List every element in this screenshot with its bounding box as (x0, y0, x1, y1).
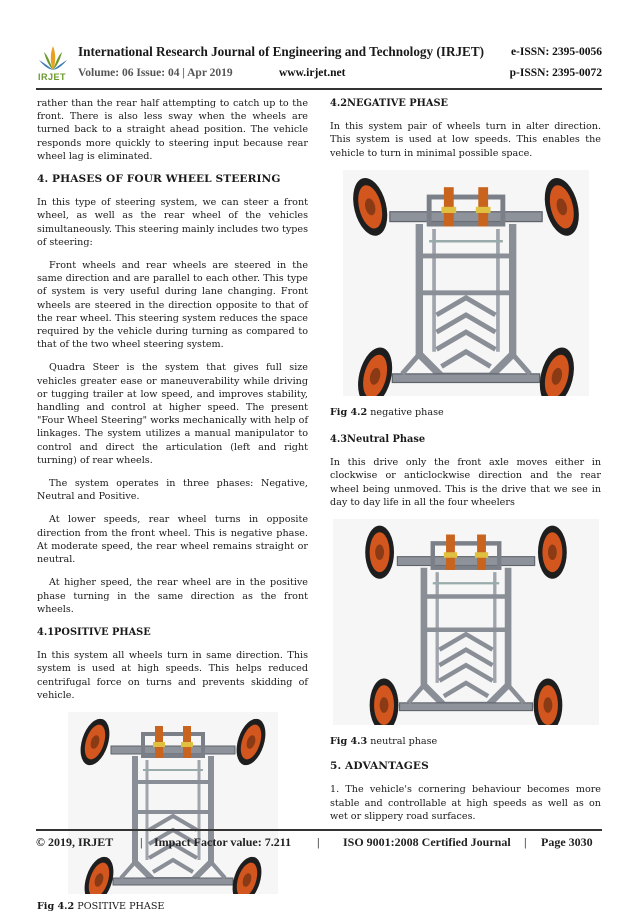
e-issn: e-ISSN: 2395-0056 (510, 46, 602, 58)
footer-divider (36, 829, 602, 831)
paragraph: At higher speed, the rear wheel are in the positive phase turning in the same direction as the front wheels. (37, 577, 308, 615)
paragraph: In this type of steering system, we can steer a front wheel, as well as the rear wheel of the vehicles simultaneously. This steering mainly includes two types of steering: (37, 197, 308, 248)
figure-caption-text: POSITIVE PHASE (74, 900, 165, 912)
figure-caption-text: neutral phase (367, 736, 438, 748)
p-issn: p-ISSN: 2395-0072 (509, 67, 602, 79)
logo-text: IRJET (38, 72, 67, 82)
paragraph: At lower speeds, rear wheel turns in opposite direction from the front wheel. This is negative phase. At moderate speed, the rear wheel remains straight or neutral. (37, 514, 308, 566)
paragraph: In this system all wheels turn in same direction. This system is used at high speeds. This helps reduced centrifugal force on turns and prevents skidding of vehicle. (37, 650, 308, 701)
subsection-heading-negative: 4.2NEGATIVE PHASE (330, 98, 449, 109)
journal-title: International Research Journal of Engineering and Technology (IRJET) (78, 44, 485, 59)
figure-positive-phase (68, 712, 278, 894)
right-column (330, 97, 601, 833)
paragraph: The system operates in three phases: Negative, Neutral and Positive. (37, 478, 308, 503)
footer-separator: | (317, 835, 320, 849)
iso-certification: ISO 9001:2008 Certified Journal (343, 835, 511, 849)
journal-url[interactable]: www.irjet.net (279, 67, 346, 79)
page-number: Page 3030 (541, 835, 593, 849)
volume-issue: Volume: 06 Issue: 04 | Apr 2019 (78, 67, 233, 79)
copyright: © 2019, IRJET (36, 835, 114, 849)
figure-label: Fig 4.2 (330, 406, 368, 418)
figure-label: Fig 4.3 (330, 736, 368, 748)
section-heading-phases: 4. PHASES OF FOUR WHEEL STEERING (37, 173, 281, 186)
header-divider (36, 88, 602, 90)
page-header (36, 40, 602, 90)
paragraph: 1. The vehicle's cornering behaviour becomes more stable and controllable at high speeds as well as on wet or slippery road surfaces. (330, 784, 601, 822)
footer-separator: | (524, 835, 527, 849)
section-heading-advantages: 5. ADVANTAGES (330, 760, 429, 773)
left-column (37, 97, 308, 923)
paragraph: In this drive only the front axle moves either in clockwise or anticlockwise direction and the rear wheel being unmoved. This is the drive that we see in day to day life in all the four wheelers (330, 457, 601, 508)
paragraph: rather than the rear half attempting to catch up to the front. There is also less sway when the wheels are turned back to a straight ahead position. The vehicle responds more quickly to steering input because rear wheel lag is eliminated. (37, 98, 308, 162)
figure-caption-text: negative phase (367, 406, 444, 418)
figure-caption (330, 735, 601, 748)
impact-factor: Impact Factor value: 7.211 (154, 835, 292, 849)
figure-neutral-phase (333, 519, 599, 725)
figure-label: Fig 4.2 (37, 900, 75, 912)
subsection-heading-positive: 4.1POSITIVE PHASE (37, 626, 151, 638)
paragraph: Front wheels and rear wheels are steered in the same direction and are parallel to each other. This type of system is very useful during lane changing. Front wheels are steered in the direction opposite to that of the rear wheel. This steering system reduces the space required by the vehicle during turning as compared to that of the two wheel steering system. (37, 260, 308, 351)
paragraph: Quadra Steer is the system that gives full size vehicles greater ease or maneuverability while driving or tugging trailer at low speed, and improves stability, handling and control at higher speed. The present "Four Wheel Steering" works mechanically with help of linkages. The system utilizes a manual manipulator to control and direct the articulation (left and right turning) of rear wheels. (37, 362, 308, 466)
figure-caption (330, 406, 601, 419)
figure-negative-phase (343, 170, 589, 396)
paragraph: In this system pair of wheels turn in alter direction. This system is used at low speeds. This enables the vehicle to turn in minimal possible space. (330, 121, 601, 159)
subsection-heading-neutral: 4.3Neutral Phase (330, 434, 426, 446)
footer-separator: | (140, 835, 143, 849)
